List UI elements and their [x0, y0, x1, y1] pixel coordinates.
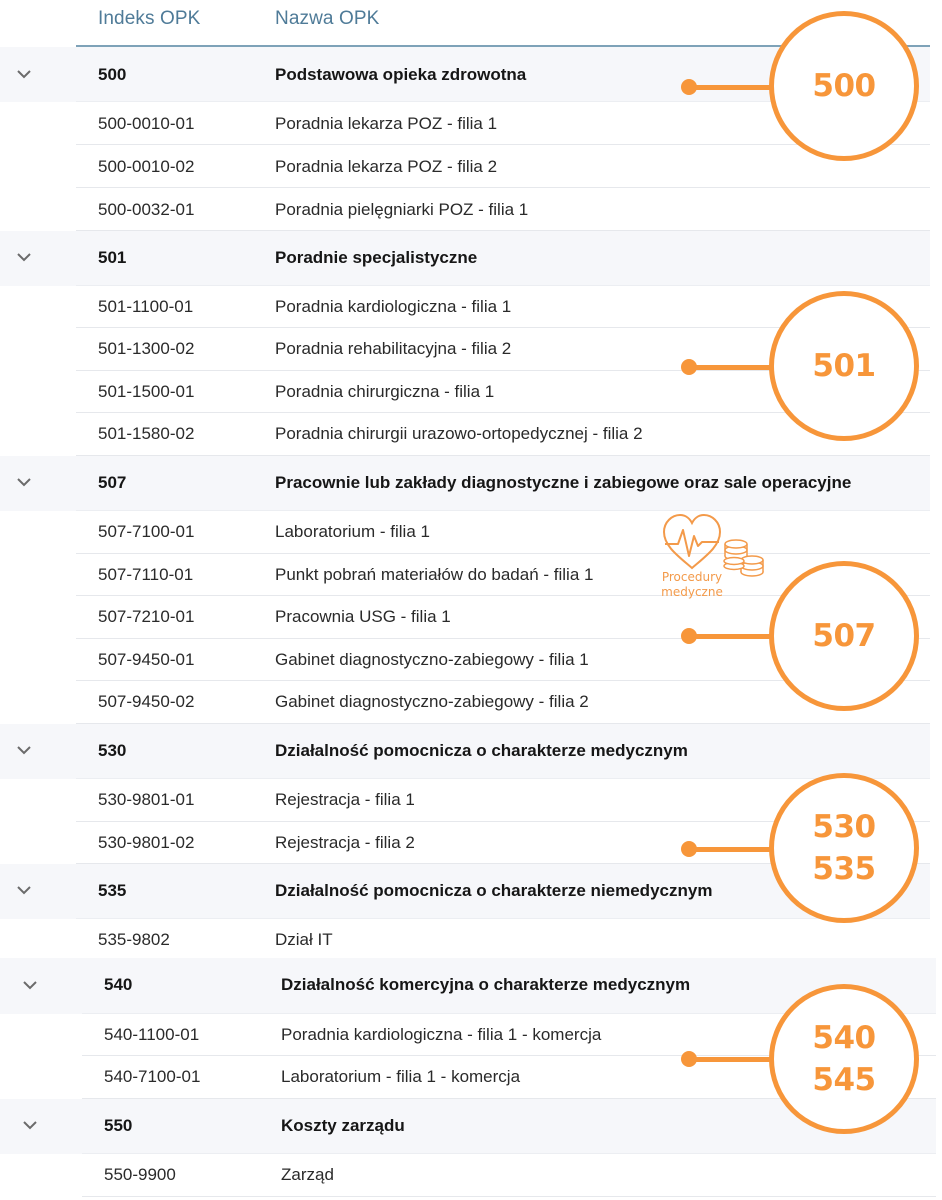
row-index: 507-9450-01: [98, 650, 195, 669]
row-name: Dział IT: [275, 930, 333, 949]
group-name: Pracownie lub zakłady diagnostyczne i zabiegowe oraz sale operacyjne: [275, 473, 852, 492]
group-row-507[interactable]: [0, 456, 930, 511]
row-name: Poradnia lekarza POZ - filia 2: [275, 157, 498, 176]
row-name: Gabinet diagnostyczno-zabiegowy - filia 2: [275, 692, 589, 711]
table-row[interactable]: [0, 919, 930, 959]
callout-connector: [690, 847, 772, 852]
row-index: 507-7110-01: [98, 565, 194, 584]
row-index: 540-7100-01: [104, 1067, 201, 1086]
table-row[interactable]: [0, 188, 930, 231]
chevron-down-icon[interactable]: [14, 740, 34, 760]
callout-connector: [690, 1057, 772, 1062]
chevron-down-icon[interactable]: [14, 64, 34, 84]
row-name: Pracownia USG - filia 1: [275, 607, 451, 626]
column-header-name[interactable]: Nazwa OPK: [275, 8, 380, 29]
row-index: 500-0010-02: [98, 157, 195, 176]
group-row-501[interactable]: [0, 231, 930, 286]
group-index: 540: [104, 975, 133, 994]
row-name: Poradnia lekarza POZ - filia 1: [275, 114, 498, 133]
heart-pulse-coins-icon: [656, 512, 772, 578]
group-name: Koszty zarządu: [281, 1116, 405, 1135]
row-index: 500-0032-01: [98, 200, 195, 219]
group-index: 530: [98, 741, 127, 760]
chevron-down-icon[interactable]: [14, 880, 34, 900]
callout-circle: [769, 773, 919, 923]
row-index: 530-9801-02: [98, 833, 195, 852]
row-name: Zarząd: [281, 1165, 334, 1184]
row-name: Poradnia rehabilitacyjna - filia 2: [275, 339, 512, 358]
callout-label: 500: [812, 68, 876, 104]
row-name: Rejestracja - filia 1: [275, 790, 415, 809]
column-header-index[interactable]: Indeks OPK: [98, 8, 201, 29]
row-index: 507-9450-02: [98, 692, 195, 711]
callout-label: 540: [812, 1020, 876, 1056]
row-name: Rejestracja - filia 2: [275, 833, 415, 852]
callout-circle: [769, 984, 919, 1134]
group-index: 507: [98, 473, 127, 492]
group-name: Podstawowa opieka zdrowotna: [275, 65, 527, 84]
table-row[interactable]: [0, 1154, 936, 1197]
row-name: Poradnia kardiologiczna - filia 1: [275, 297, 512, 316]
row-index: 535-9802: [98, 930, 170, 949]
group-index: 500: [98, 65, 127, 84]
group-index: 535: [98, 881, 127, 900]
row-name: Poradnia kardiologiczna - filia 1 - komercja: [281, 1025, 602, 1044]
row-index: 500-0010-01: [98, 114, 195, 133]
callout-connector: [690, 634, 772, 639]
group-name: Działalność pomocnicza o charakterze niemedycznym: [275, 881, 713, 900]
callout-connector: [690, 85, 772, 90]
callout-label: 545: [812, 1062, 876, 1098]
row-name: Laboratorium - filia 1 - komercja: [281, 1067, 521, 1086]
row-name: Gabinet diagnostyczno-zabiegowy - filia 1: [275, 650, 589, 669]
group-row-530[interactable]: [0, 724, 930, 779]
callout-connector: [690, 365, 772, 370]
row-name: Poradnia chirurgiczna - filia 1: [275, 382, 495, 401]
callout-circle: [769, 561, 919, 711]
callout-label: 501: [812, 348, 876, 384]
procedures-badge: [656, 512, 772, 604]
row-index: 501-1580-02: [98, 424, 195, 443]
chevron-down-icon[interactable]: [14, 247, 34, 267]
row-name: Poradnia chirurgii urazowo-ortopedycznej - filia 2: [275, 424, 643, 443]
group-name: Poradnie specjalistyczne: [275, 248, 478, 267]
callout-label: 535: [812, 851, 876, 887]
row-index: 501-1500-01: [98, 382, 195, 401]
group-index: 550: [104, 1116, 133, 1135]
callout-label: 507: [812, 618, 876, 654]
row-index: 507-7100-01: [98, 522, 195, 541]
row-index: 550-9900: [104, 1165, 176, 1184]
chevron-down-icon[interactable]: [20, 1115, 40, 1135]
group-name: Działalność komercyjna o charakterze medycznym: [281, 975, 691, 994]
table-row[interactable]: [0, 511, 930, 554]
row-divider: [82, 1196, 936, 1197]
row-index: 540-1100-01: [104, 1025, 200, 1044]
callout-label: 530: [812, 809, 876, 845]
row-name: Poradnia pielęgniarki POZ - filia 1: [275, 200, 529, 219]
row-name: Laboratorium - filia 1: [275, 522, 430, 541]
group-name: Działalność pomocnicza o charakterze medycznym: [275, 741, 688, 760]
badge-label-line2: medyczne: [661, 585, 723, 599]
row-index: 507-7210-01: [98, 607, 195, 626]
callout-circle: [769, 291, 919, 441]
group-index: 501: [98, 248, 127, 267]
table-row[interactable]: [0, 145, 930, 188]
row-index: 530-9801-01: [98, 790, 195, 809]
row-index: 501-1300-02: [98, 339, 195, 358]
badge-label-line1: Procedury: [661, 570, 723, 584]
row-index: 501-1100-01: [98, 297, 194, 316]
chevron-down-icon[interactable]: [14, 472, 34, 492]
row-name: Punkt pobrań materiałów do badań - filia 1: [275, 565, 594, 584]
chevron-down-icon[interactable]: [20, 975, 40, 995]
callout-circle: [769, 11, 919, 161]
